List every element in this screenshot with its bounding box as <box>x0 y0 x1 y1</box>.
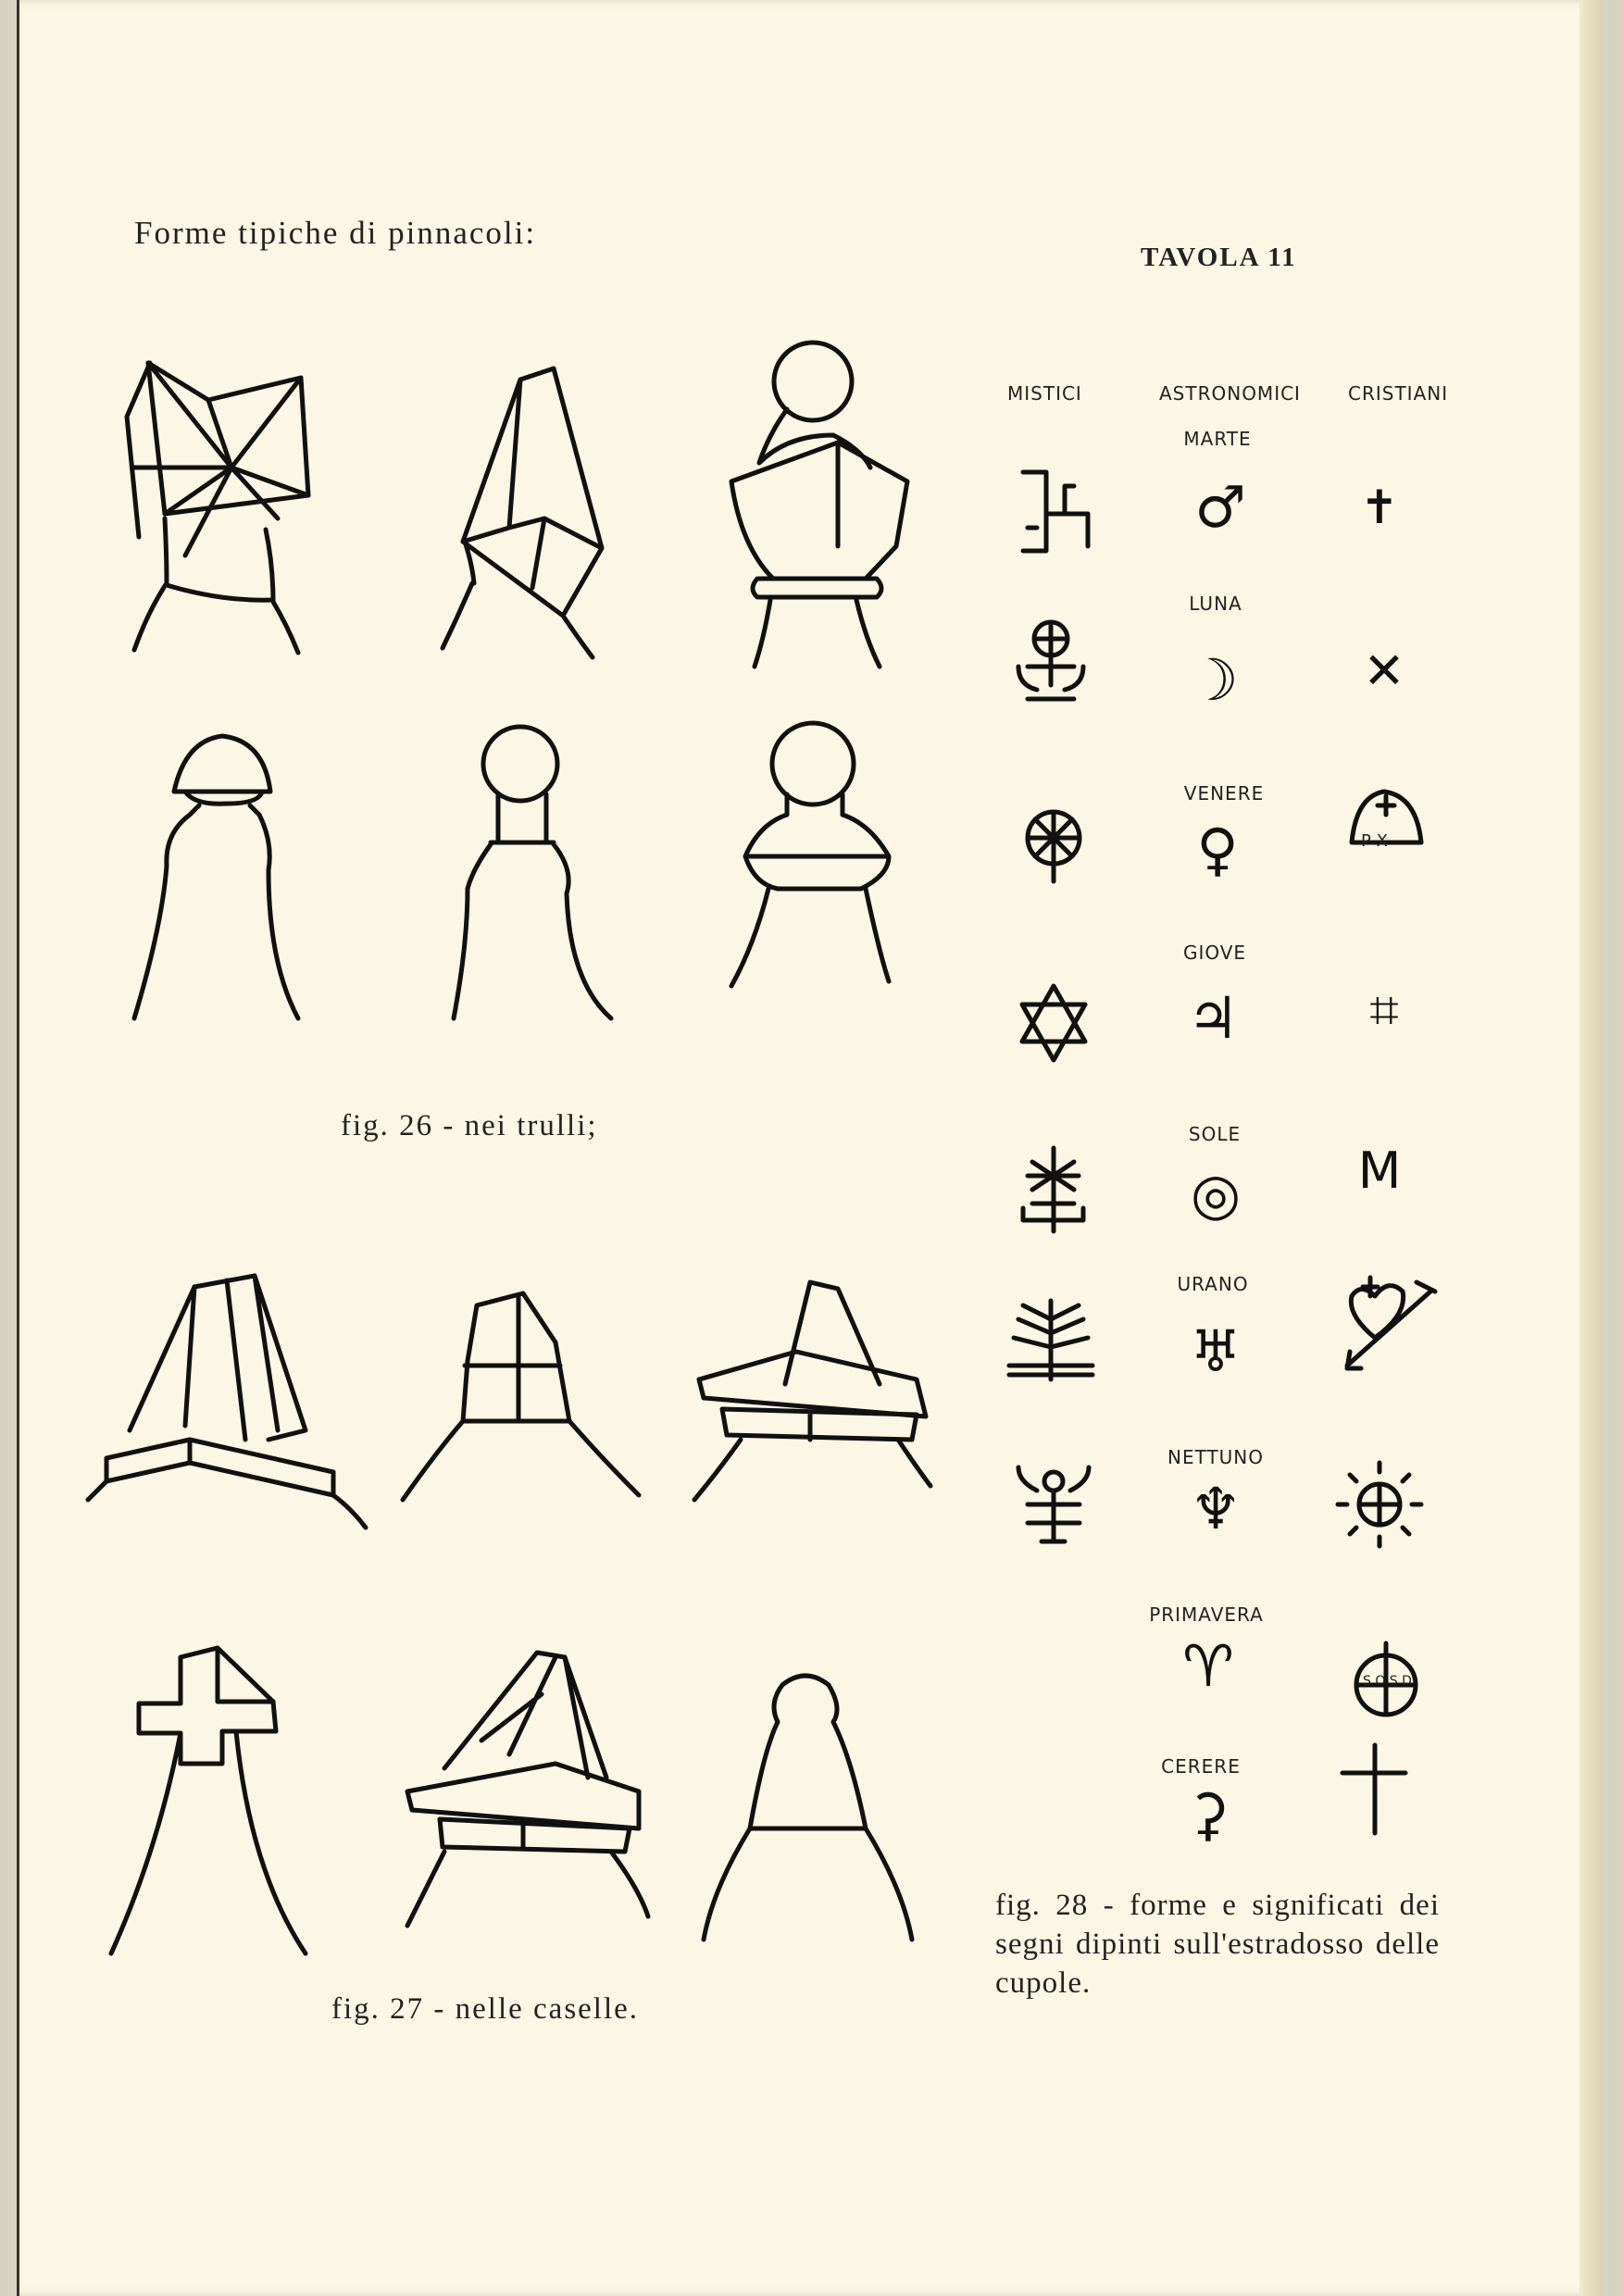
christian-cross-alpha-omega-icon: ✝ <box>1360 480 1399 534</box>
label-venus: VENERE <box>1183 782 1265 805</box>
swastika-sign <box>1023 472 1088 551</box>
casella-pinnacle-block-drawing <box>403 1293 639 1500</box>
anchor-figure-sign <box>1018 1467 1089 1541</box>
trullo-pinnacle-ball-collar-drawing <box>731 723 889 986</box>
aries-symbol-icon: ♈ <box>1182 1632 1234 1700</box>
trullo-pinnacle-ball-drawing <box>731 343 907 667</box>
heart-arrow-sign <box>1347 1278 1435 1368</box>
casella-pinnacle-stacked-slabs-drawing <box>407 1653 648 1926</box>
label-uranus: URANO <box>1177 1273 1249 1295</box>
plate-label: TAVOLA 11 <box>1141 243 1297 272</box>
medallion-letters: S O S D <box>1363 1674 1412 1689</box>
ceres-symbol-icon: ⚳ <box>1187 1780 1230 1848</box>
casella-pinnacle-cross-drawing <box>111 1648 306 1953</box>
cross-sign <box>1342 1745 1405 1833</box>
trullo-pinnacle-sphere-drawing <box>454 727 611 1018</box>
trullo-pinnacle-pyramid-drawing <box>443 368 602 657</box>
cross-sign-letters: P X <box>1361 831 1388 851</box>
star-of-david-sign <box>1022 986 1085 1060</box>
fig-28-caption: fig. 28 - forme e significati dei segni dipinti sull'estradosso delle cupole. <box>995 1889 1440 2000</box>
sun-symbol-icon: ◎ <box>1190 1160 1242 1228</box>
label-neptune: NETTUNO <box>1167 1446 1265 1468</box>
label-ceres: CERERE <box>1161 1755 1241 1778</box>
label-sun: SOLE <box>1188 1123 1242 1145</box>
moon-symbol-icon: ☽ <box>1187 646 1239 714</box>
fig-27-caption: fig. 27 - nelle caselle. <box>331 1992 640 2026</box>
casella-pinnacle-ledge-drawing <box>694 1282 930 1500</box>
pluto-figure-sign <box>1018 622 1083 699</box>
trullo-pinnacle-mushroom-drawing <box>134 736 298 1018</box>
fig-26-caption: fig. 26 - nei trulli; <box>341 1109 598 1142</box>
label-jupiter: GIOVE <box>1182 942 1247 964</box>
wheel-sign <box>1028 812 1080 881</box>
trullo-pinnacle-fan-drawing <box>127 363 308 653</box>
star-pole-sign <box>1023 1148 1083 1231</box>
mars-symbol-icon: ♂ <box>1194 473 1246 541</box>
page-heading: Forme tipiche di pinnacoli: <box>134 215 537 251</box>
neptune-symbol-icon: ♆ <box>1190 1475 1242 1542</box>
column-header-christian: CRISTIANI <box>1348 382 1449 405</box>
label-mars: MARTE <box>1183 428 1252 450</box>
column-header-astronomical: ASTRONOMICI <box>1159 382 1301 405</box>
tree-of-life-sign <box>1009 1301 1092 1379</box>
christian-double-cross-icon: ⌗ <box>1369 980 1399 1041</box>
label-moon: LUNA <box>1189 593 1242 615</box>
casella-pinnacle-bell-drawing <box>704 1676 912 1940</box>
casella-pinnacle-slabs-drawing <box>88 1276 366 1528</box>
column-header-mystic: MISTICI <box>1007 382 1082 405</box>
radiant-sun-sign <box>1338 1463 1421 1546</box>
uranus-symbol-icon: ♅ <box>1190 1317 1242 1385</box>
venus-symbol-icon: ♀ <box>1196 816 1239 883</box>
christian-monogram-icon: M <box>1357 1142 1402 1200</box>
label-spring: PRIMAVERA <box>1149 1603 1264 1626</box>
christian-crossed-sign-icon: ✕ <box>1363 642 1405 700</box>
jupiter-symbol-icon: ♃ <box>1187 984 1239 1052</box>
